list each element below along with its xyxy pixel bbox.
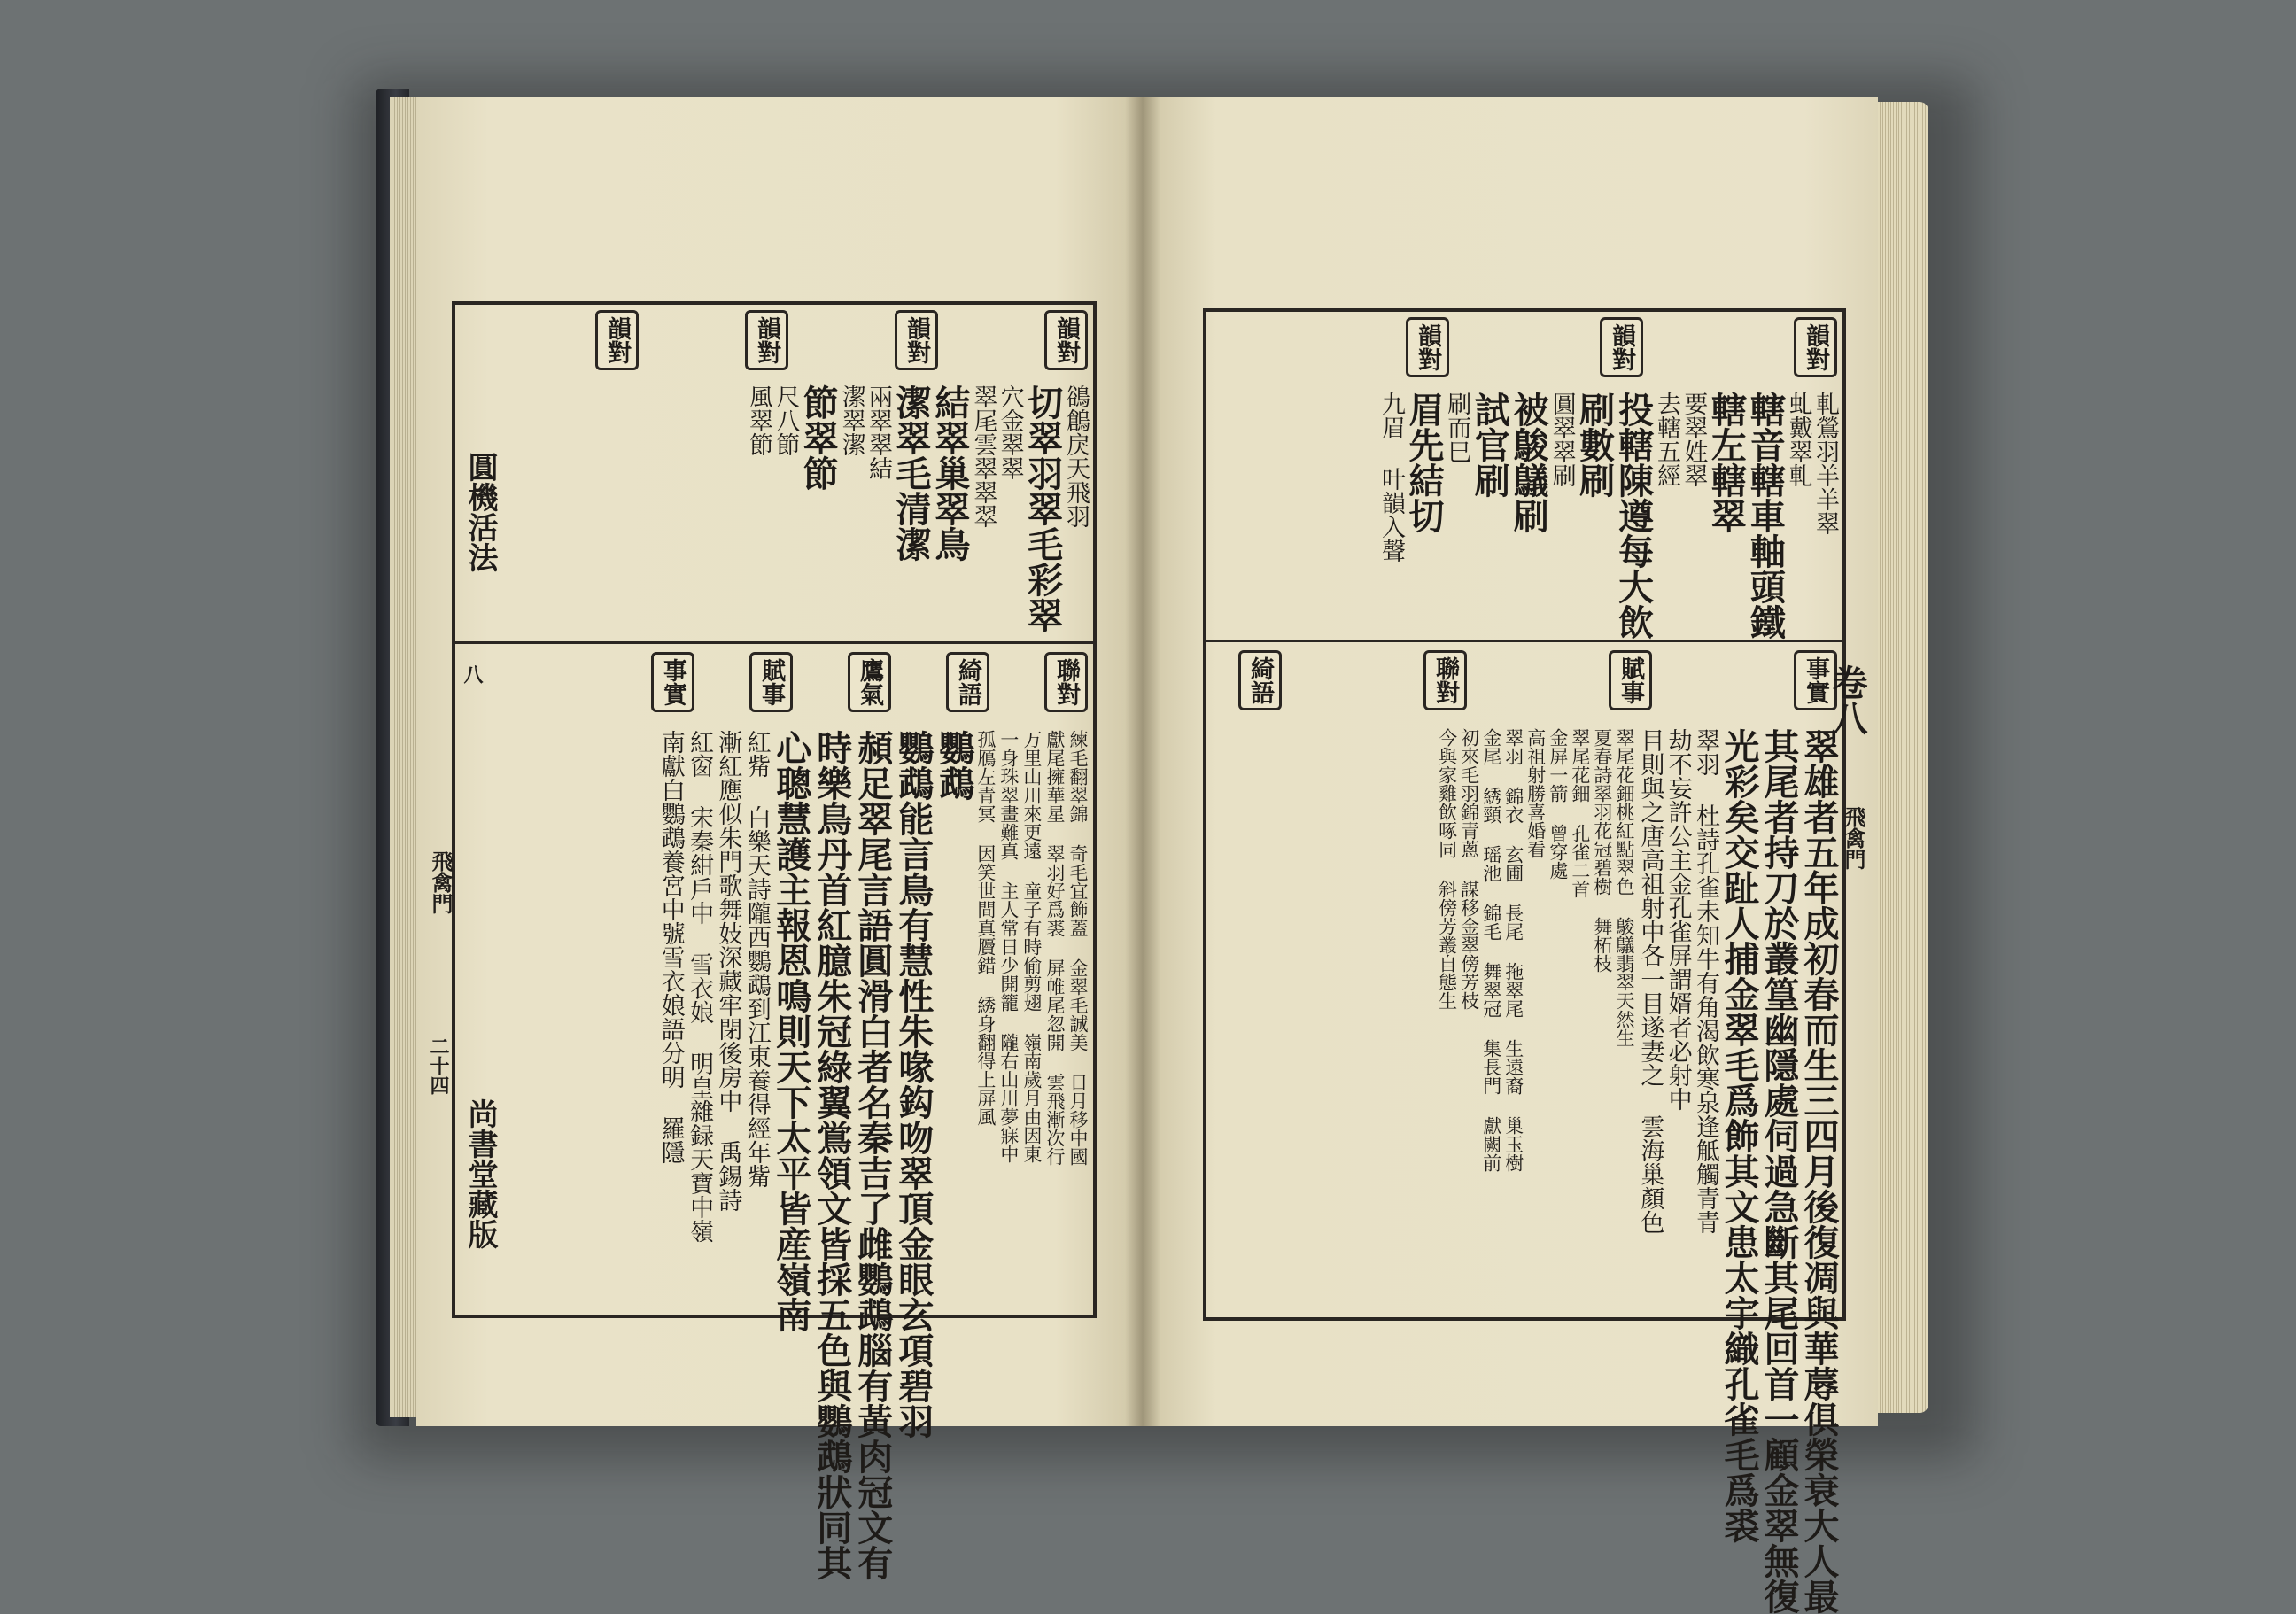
text-column: 目則與之唐高祖射中各一目遂妻之 雲海巢顏色 (1636, 728, 1664, 1234)
text-column: 尺八節 (772, 384, 800, 456)
rhyme-heading: 韻對 (895, 310, 938, 370)
text-column: 夏春詩翠羽花冠碧樹 舞柘枝 (1591, 728, 1613, 973)
text-column: 軋鶯羽羊羊翠 (1811, 392, 1839, 535)
text-column: 刷而巳 (1443, 392, 1471, 463)
text-column: 紅窗 宋秦紺戶中 雪衣娘 明皇雜録天寶中嶺 (686, 730, 714, 1243)
text-column: 結翠巢翠鳥 (928, 384, 971, 562)
section-heading: 鷹氣 (848, 652, 891, 712)
text-column: 金尾 綉頸 瑶池 錦毛 舞翠冠 集長門 獻闕前 (1480, 728, 1502, 1172)
volume-number: 八 (461, 664, 484, 684)
text-column: 被鵔鸃刷 (1508, 392, 1550, 533)
text-column: 轄左轄翠 (1705, 392, 1748, 533)
left-bottom-text (462, 730, 1089, 1580)
text-column: 試官刷 (1469, 392, 1511, 498)
publisher-imprint: 尚書堂藏版 (462, 1098, 498, 1249)
text-column: 紅觜 白樂天詩隴西鸚鵡到江東養得經年觜 (742, 730, 771, 1188)
left-top-text (468, 384, 1088, 632)
page-number: 二十四 (427, 1036, 450, 1095)
text-column: 潔翠毛清潔 (889, 384, 932, 562)
left-top-headings (595, 310, 1088, 370)
rhyme-heading: 韻對 (1600, 317, 1643, 377)
section-name-margin: 飛禽門 (428, 850, 454, 914)
section-heading: 綺語 (1238, 650, 1282, 710)
text-column: 今與家雞飲啄同 斜傍芳叢自態生 (1436, 728, 1458, 1010)
text-column: 高祖射勝喜婚看 (1524, 728, 1547, 858)
text-column: 投轄陳遵每大飲 (1612, 392, 1655, 640)
text-column: 心聰慧護主報恩鳴則天下太平皆産嶺南 (770, 730, 812, 1332)
section-heading: 賦事 (1609, 650, 1652, 710)
text-column: 鸚鵡能言鳥有慧性朱喙鈎吻翠頂金眼玄項碧羽 (892, 730, 935, 1439)
text-column: 光彩矣交趾人捕金翠毛爲飾其文患太宇織孔雀毛爲裘 (1718, 728, 1760, 1543)
text-column: 孤鴈左青冥 因笑世間真贗錯 綉身翻得上屏風 (974, 730, 997, 1126)
text-column: 翠尾雲翠翠翠 (969, 384, 997, 528)
text-column: 鵒鶬戾天飛羽 (1062, 384, 1090, 528)
text-column: 穴金翠翠 (996, 384, 1024, 480)
text-column: 圓翠翠刷 (1547, 392, 1576, 487)
section-heading: 事實 (651, 652, 694, 712)
section-name-margin: 飛禽門 (1841, 806, 1866, 870)
right-page-frame (1203, 308, 1846, 1614)
rhyme-heading: 韻對 (1044, 310, 1088, 370)
left-page (416, 97, 1143, 1580)
left-upper-lower-divider (455, 641, 1093, 644)
section-heading: 聯對 (1044, 652, 1088, 712)
text-column: 頳足翠尾言語圓滑白者名秦吉了雌鸚鵡腦有黃肉冠文有 (851, 730, 894, 1580)
text-column: 切翠羽翠毛彩翠 (1021, 384, 1064, 632)
text-column: 要翠姓翠 (1679, 392, 1708, 487)
rhyme-heading: 韻對 (1794, 317, 1837, 377)
left-page-frame (452, 301, 1097, 1580)
text-column: 劫不妄許公主金孔雀屏謂婿者必射中 (1664, 728, 1692, 1111)
text-column: 虬戴翠軋 (1784, 392, 1812, 487)
text-column: 時樂鳥丹首紅臆朱冠綠翼鴬領文皆採五色與鸚鵡狀同其 (811, 730, 853, 1580)
section-heading: 綺語 (946, 652, 989, 712)
entry-title: 鸚鵡 (933, 730, 975, 801)
text-column: 翠羽 杜詩孔雀未知牛有角渴飲寒泉逢觝觸青青 (1692, 728, 1719, 1234)
text-column: 眉先結切 (1402, 392, 1445, 533)
text-column: 練毛翻翠錦 奇毛宜飾蓋 金翠毛誠美 日月移中國 (1067, 730, 1089, 1166)
text-column: 金屏一箭 曾穿處 (1547, 728, 1569, 880)
right-top-headings (1406, 317, 1837, 377)
text-column: 潔翠潔 (837, 384, 865, 456)
section-heading: 事實 (1794, 650, 1837, 710)
text-column: 漸紅應似朱門歌舞妓深藏牢閉後房中 禹錫詩 (714, 730, 742, 1212)
book-gutter (1125, 97, 1160, 1426)
text-column: 兩翠翠結 (864, 384, 892, 480)
right-bottom-headings (1238, 650, 1837, 710)
text-column: 風翠節 (744, 384, 772, 456)
text-column: 翠雄者五年成初春而生三四月後復凋與華蓐俱榮衰大人最 (1798, 728, 1840, 1614)
text-column: 節翠節 (797, 384, 840, 491)
text-column: 翠尾花鈿桃紅點翠色 鵔鸃翡翠天然生 (1613, 728, 1635, 1047)
rhyme-heading: 韻對 (595, 310, 639, 370)
section-heading: 聯對 (1423, 650, 1467, 710)
text-column: 翠尾花鈿 孔雀二首 (1569, 728, 1591, 898)
rhyme-heading: 韻對 (745, 310, 788, 370)
text-column: 一身珠翠畫難真 主人常日少開籠 隴右山川夢寐中 (997, 730, 1020, 1163)
section-heading: 賦事 (749, 652, 793, 712)
text-column: 翠羽 錦衣 玄圃 長尾 拖翠尾 生遠裔 巢玉樹 (1502, 728, 1524, 1172)
text-column: 刷數刷 (1573, 392, 1616, 498)
rhyme-heading: 韻對 (1406, 317, 1449, 377)
text-column: 万里山川來更遠 童子有時偷剪翅 嶺南歲月由因東 (1020, 730, 1043, 1163)
left-bottom-headings (651, 652, 1088, 712)
right-bottom-text (1212, 728, 1840, 1614)
right-upper-lower-divider (1206, 640, 1842, 642)
text-column: 九眉 叶韻入聲 (1377, 392, 1405, 563)
book-title-margin: 圓機活法 (462, 452, 498, 572)
volume-label-margin: 卷八 (1827, 664, 1868, 735)
text-column: 初來毛羽錦青蔥 謀移金翠傍芳枝 (1458, 728, 1480, 1010)
right-top-text (1217, 392, 1839, 640)
text-column: 南獻白鸚鵡養宮中號雪衣娘語分明 羅隱 (656, 730, 685, 1164)
text-column: 其尾者持刀於叢篁幽隱處伺過急斷其尾回首一顧金翠無復 (1758, 728, 1800, 1614)
text-column: 轄音轄車軸頭鐵 (1744, 392, 1787, 640)
text-column: 獻尾擁華星 翠羽好爲裘 屏帷尾忽開 雲飛漸次行 (1043, 730, 1066, 1166)
right-page (1143, 97, 1878, 1614)
text-column: 去轄五經 (1652, 392, 1680, 487)
